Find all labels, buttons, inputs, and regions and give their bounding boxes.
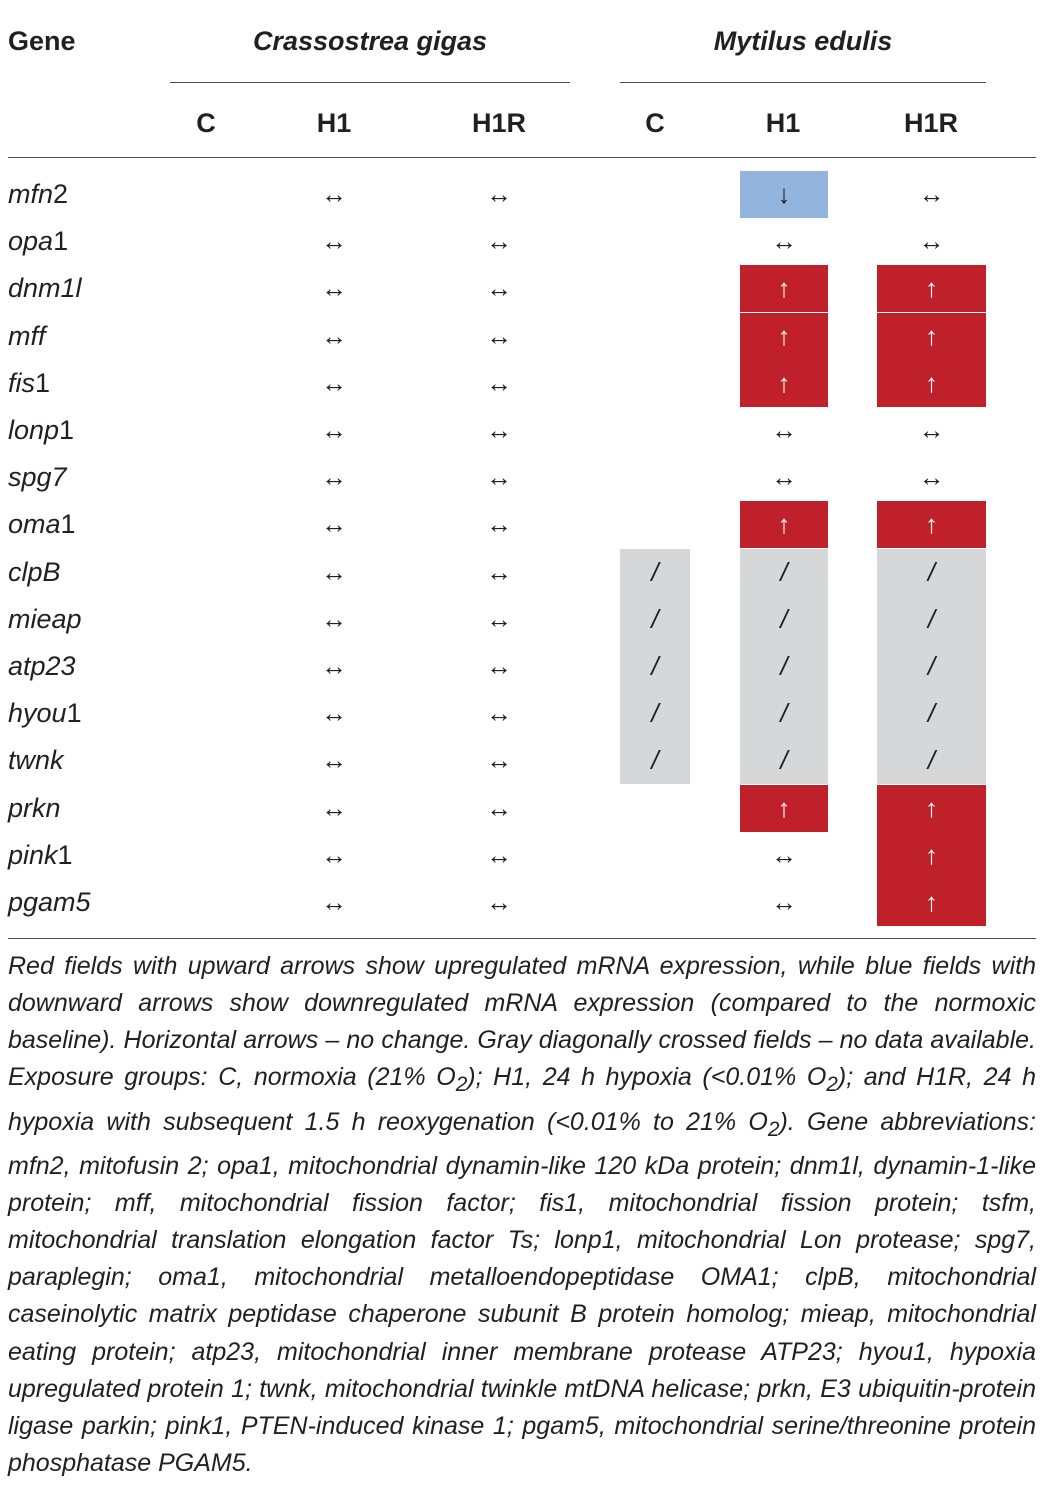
gene-number: 1 <box>53 226 69 257</box>
cell-h1-crassostrea: ↔ <box>321 226 347 257</box>
cell-h1-crassostrea: ↔ <box>321 887 347 917</box>
header-col-c-crassostrea: C <box>196 108 216 138</box>
gene-name: mff <box>8 320 46 351</box>
cell-h1r-crassostrea: ↔ <box>486 462 512 493</box>
cell-h1-crassostrea: ↔ <box>321 651 347 681</box>
cell-h1r-crassostrea: ↔ <box>486 320 512 351</box>
gene-name: mfn <box>8 179 54 209</box>
gene-name: pink <box>8 839 58 870</box>
cell-h1-mytilus: ↓ <box>740 171 828 218</box>
cell-h1-crassostrea: ↔ <box>321 556 347 587</box>
gene-label <box>8 596 82 643</box>
gene-label <box>8 313 46 360</box>
cell-h1-mytilus: ↑ <box>740 501 828 548</box>
cell-h1-mytilus: ↔ <box>771 415 797 445</box>
cell-h1-mytilus: / <box>740 596 828 643</box>
cell-h1-mytilus: / <box>740 643 828 690</box>
gene-number: 2 <box>53 179 69 209</box>
species-rule-crassostrea <box>170 82 570 83</box>
cell-h1-crassostrea: ↔ <box>321 509 347 540</box>
gene-name: mieap <box>8 603 82 634</box>
gene-name: fis <box>8 367 35 398</box>
cell-h1-crassostrea: ↔ <box>321 320 347 351</box>
gene-name: lonp <box>8 415 60 445</box>
cell-c-mytilus: / <box>620 549 690 596</box>
cell-h1r-mytilus: ↑ <box>877 265 986 312</box>
header-col-h1r-mytilus: H1R <box>903 108 958 138</box>
cell-h1r-crassostrea: ↔ <box>486 745 512 776</box>
cell-h1-mytilus: ↑ <box>740 313 828 360</box>
cell-h1r-crassostrea: ↔ <box>486 792 512 823</box>
table-bottom-rule <box>8 938 1036 939</box>
cell-h1-mytilus: ↔ <box>771 839 797 870</box>
gene-name: hyou <box>8 698 67 729</box>
cell-h1r-crassostrea: ↔ <box>486 556 512 587</box>
cell-h1r-crassostrea: ↔ <box>486 226 512 257</box>
cell-h1-crassostrea: ↔ <box>321 698 347 729</box>
gene-number: 1 <box>59 415 75 445</box>
cell-h1r-crassostrea: ↔ <box>486 509 512 540</box>
species-rule-mytilus <box>620 82 986 83</box>
cell-c-mytilus: / <box>620 643 690 690</box>
header-species-crassostrea: Crassostrea gigas <box>252 26 488 56</box>
gene-name: twnk <box>8 745 64 776</box>
cell-h1-mytilus: ↑ <box>740 785 828 832</box>
cell-h1r-mytilus: ↑ <box>877 832 986 879</box>
gene-label <box>8 171 68 218</box>
gene-label <box>8 737 64 784</box>
header-col-h1-mytilus: H1 <box>765 108 801 138</box>
cell-h1r-mytilus: ↔ <box>918 415 945 445</box>
header-col-h1r-crassostrea: H1R <box>471 108 526 138</box>
cell-h1-crassostrea: ↔ <box>321 839 347 870</box>
cell-h1r-crassostrea: ↔ <box>486 367 512 398</box>
gene-name: clpB <box>8 556 61 587</box>
cell-h1-mytilus: / <box>740 549 828 596</box>
header-col-c-mytilus: C <box>645 108 665 138</box>
gene-name: pgam5 <box>8 887 91 917</box>
cell-h1r-crassostrea: ↔ <box>486 887 512 917</box>
cell-h1-mytilus: ↔ <box>771 887 797 917</box>
cell-c-mytilus: / <box>620 596 690 643</box>
gene-name: atp23 <box>8 651 76 681</box>
gene-name: spg7 <box>8 462 67 493</box>
gene-label <box>8 407 74 454</box>
gene-name: dnm1l <box>8 273 82 304</box>
cell-h1-crassostrea: ↔ <box>321 367 347 398</box>
cell-h1-crassostrea: ↔ <box>321 603 347 634</box>
gene-label <box>8 501 76 548</box>
cell-h1-crassostrea: ↔ <box>321 792 347 823</box>
gene-number: 1 <box>57 839 73 870</box>
gene-label <box>8 643 76 690</box>
cell-h1r-mytilus: / <box>877 690 986 737</box>
cell-h1r-mytilus: / <box>877 549 986 596</box>
gene-label <box>8 454 67 501</box>
cell-h1r-mytilus: ↑ <box>877 360 986 407</box>
cell-h1-mytilus: ↔ <box>771 226 797 257</box>
gene-label <box>8 549 61 596</box>
cell-h1-crassostrea: ↔ <box>321 745 347 776</box>
cell-h1r-mytilus: ↑ <box>877 879 986 926</box>
gene-name: opa <box>8 226 54 257</box>
cell-h1-mytilus: / <box>740 737 828 784</box>
cell-h1r-crassostrea: ↔ <box>486 415 512 445</box>
cell-h1-mytilus: ↑ <box>740 360 828 407</box>
cell-h1r-mytilus: ↑ <box>877 313 986 360</box>
gene-name: oma <box>8 509 61 540</box>
table-top-rule <box>8 157 1036 158</box>
gene-label <box>8 879 91 926</box>
cell-h1r-crassostrea: ↔ <box>486 603 512 634</box>
gene-name: prkn <box>8 792 61 823</box>
cell-h1r-mytilus: ↑ <box>877 501 986 548</box>
cell-h1-mytilus: / <box>740 690 828 737</box>
cell-h1-crassostrea: ↔ <box>321 273 347 304</box>
cell-h1-crassostrea: ↔ <box>321 462 347 493</box>
cell-h1r-crassostrea: ↔ <box>486 273 512 304</box>
cell-h1r-mytilus: ↑ <box>877 785 986 832</box>
cell-c-mytilus: / <box>620 737 690 784</box>
cell-h1r-mytilus: ↔ <box>918 226 945 257</box>
header-col-h1-crassostrea: H1 <box>316 108 352 138</box>
gene-label <box>8 690 82 737</box>
gene-label <box>8 360 50 407</box>
cell-h1r-crassostrea: ↔ <box>486 698 512 729</box>
gene-label <box>8 265 82 312</box>
cell-h1r-mytilus: ↔ <box>918 179 945 209</box>
cell-h1r-mytilus: / <box>877 643 986 690</box>
cell-c-mytilus: / <box>620 690 690 737</box>
cell-h1-mytilus: ↑ <box>740 265 828 312</box>
cell-h1r-mytilus: / <box>877 737 986 784</box>
gene-number: 1 <box>66 698 82 729</box>
cell-h1r-crassostrea: ↔ <box>486 839 512 870</box>
gene-label <box>8 832 73 879</box>
cell-h1r-mytilus: ↔ <box>918 462 945 493</box>
cell-h1-crassostrea: ↔ <box>321 179 347 209</box>
gene-label <box>8 785 61 832</box>
cell-h1r-crassostrea: ↔ <box>486 651 512 681</box>
cell-h1-crassostrea: ↔ <box>321 415 347 445</box>
cell-h1r-crassostrea: ↔ <box>486 179 512 209</box>
header-gene: Gene <box>8 26 76 56</box>
cell-h1r-mytilus: / <box>877 596 986 643</box>
header-species-mytilus: Mytilus edulis <box>713 26 893 56</box>
gene-label <box>8 218 68 265</box>
gene-number: 1 <box>35 367 51 398</box>
cell-h1-mytilus: ↔ <box>771 462 797 493</box>
gene-number: 1 <box>60 509 76 540</box>
table-caption: Red fields with upward arrows show upregulated mRNA expression, while blue fields with downward arrows show downregulated mRNA expression (compared to the normoxic baseline). Horizontal arrows – no change. Gray diagonally crossed fields – no data available. Exposure groups: C, normoxia (21% $O_2$); H1, 24 h hypoxia (<0.01% $O_2$); and H1R, 24 h hypoxia with subsequent 1.5 h reoxygenation (<0.01% to 21% $O_2$). Gene abbreviations: mfn2, mitofusin 2; opa1, mitochondrial dynamin-like 120 kDa protein; dnm1l, dynamin-1-like protein; mff, mitochondrial fission factor; fis1, mitochondrial fission protein; tsfm, mitochondrial translation elongation factor Ts; lonp1, mitochondrial Lon protease; spg7, paraplegin; oma1, mitochondrial metalloendopeptidase OMA1; clpB, mitochondrial caseinolytic matrix peptidase chaperone subunit B protein homolog; mieap, mitochondrial eating protein; atp23, mitochondrial inner membrane protease ATP23; hyou1, hypoxia upregulated protein 1; twnk, mitochondrial twinkle mtDNA helicase; prkn, E3 ubiquitin-protein ligase parkin; pink1, PTEN-induced kinase 1; pgam5, mitochondrial serine/threonine protein phosphatase PGAM5. <box>8 952 1036 1478</box>
